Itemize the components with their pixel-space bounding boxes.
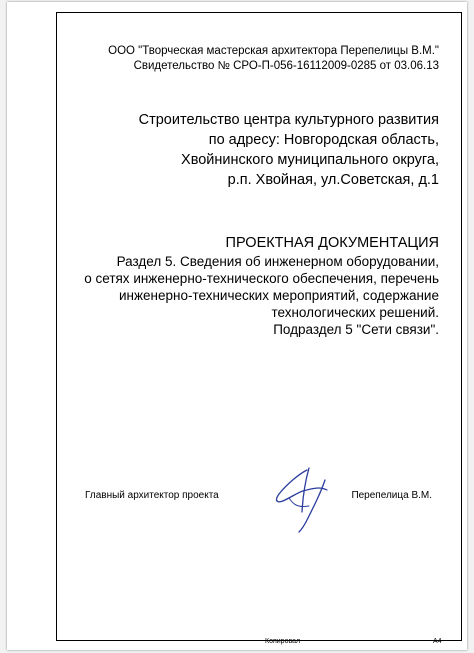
object-description: [139, 110, 439, 190]
object-line: Хвойнинского муниципального округа,: [181, 152, 439, 168]
footer-format-label: А4: [433, 638, 442, 645]
object-line: Строительство центра культурного развития: [138, 112, 439, 128]
organization-header: [108, 44, 439, 74]
signer-role: Главный архитектор проекта: [85, 490, 219, 501]
section-line: технологических решений.: [271, 305, 439, 320]
document-page: [7, 2, 467, 650]
organization-certificate: Свидетельство № СРО-П-056-16112009-0285 от 03.06.13: [133, 60, 439, 72]
object-line: р.п. Хвойная, ул.Советская, д.1: [227, 172, 439, 188]
document-title: ПРОЕКТНАЯ ДОКУМЕНТАЦИЯ: [225, 235, 439, 251]
section-line: инженерно-технических мероприятий, содержание: [119, 288, 439, 303]
footer-copied-label: Копировал: [265, 638, 301, 645]
handwritten-signature: [269, 464, 333, 534]
object-line: по адресу: Новгородская область,: [208, 132, 439, 148]
signer-name: Перепелица В.М.: [351, 490, 432, 501]
section-line: о сетях инженерно-технического обеспечения, перечень: [84, 271, 439, 286]
section-line: Подраздел 5 "Сети связи".: [273, 322, 439, 337]
section-line: Раздел 5. Сведения об инженерном оборудовании,: [116, 254, 439, 269]
organization-name: ООО "Творческая мастерская архитектора Перепелицы В.М.": [108, 45, 439, 57]
section-description: [84, 253, 439, 338]
